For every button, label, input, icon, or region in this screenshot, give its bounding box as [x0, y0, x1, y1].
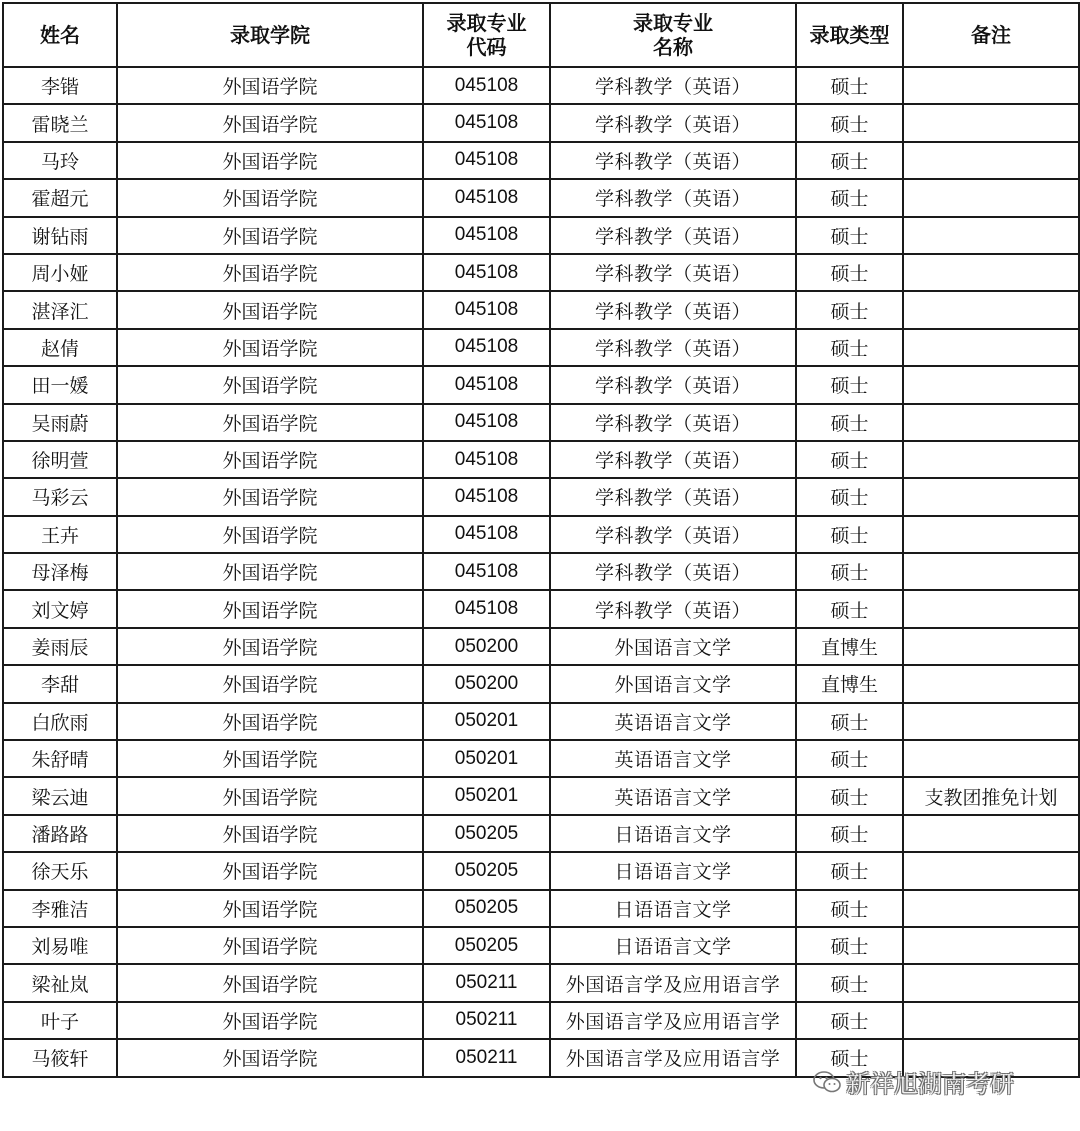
header-name: 姓名 — [3, 3, 117, 67]
cell-name: 马筱轩 — [3, 1039, 117, 1076]
admission-table — [2, 2, 1080, 1078]
cell-major-code: 045108 — [423, 478, 550, 515]
cell-major-code: 045108 — [423, 590, 550, 627]
cell-admission-type: 硕士 — [796, 142, 903, 179]
cell-major-name: 学科教学（英语） — [550, 217, 796, 254]
cell-name: 姜雨辰 — [3, 628, 117, 665]
cell-admission-type: 硕士 — [796, 1002, 903, 1039]
cell-major-code: 045108 — [423, 291, 550, 328]
cell-note — [903, 927, 1079, 964]
cell-note — [903, 291, 1079, 328]
cell-college: 外国语学院 — [117, 590, 423, 627]
cell-major-name: 学科教学（英语） — [550, 553, 796, 590]
cell-name: 赵倩 — [3, 329, 117, 366]
cell-major-name: 学科教学（英语） — [550, 441, 796, 478]
cell-name: 马彩云 — [3, 478, 117, 515]
cell-note — [903, 217, 1079, 254]
cell-name: 雷晓兰 — [3, 104, 117, 141]
cell-major-name: 外国语言文学 — [550, 628, 796, 665]
cell-admission-type: 硕士 — [796, 478, 903, 515]
table-row — [3, 1002, 1079, 1039]
cell-college: 外国语学院 — [117, 254, 423, 291]
cell-college: 外国语学院 — [117, 478, 423, 515]
cell-note — [903, 516, 1079, 553]
cell-major-name: 英语语言文学 — [550, 740, 796, 777]
cell-note: 支教团推免计划 — [903, 777, 1079, 814]
cell-note — [903, 590, 1079, 627]
cell-admission-type: 硕士 — [796, 179, 903, 216]
cell-admission-type: 硕士 — [796, 366, 903, 403]
cell-major-code: 050211 — [423, 1002, 550, 1039]
cell-major-name: 学科教学（英语） — [550, 366, 796, 403]
cell-admission-type: 硕士 — [796, 441, 903, 478]
cell-major-code: 050205 — [423, 815, 550, 852]
cell-college: 外国语学院 — [117, 516, 423, 553]
cell-note — [903, 628, 1079, 665]
cell-college: 外国语学院 — [117, 404, 423, 441]
cell-college: 外国语学院 — [117, 441, 423, 478]
table-row — [3, 441, 1079, 478]
cell-note — [903, 104, 1079, 141]
cell-note — [903, 964, 1079, 1001]
cell-major-name: 学科教学（英语） — [550, 142, 796, 179]
cell-college: 外国语学院 — [117, 777, 423, 814]
cell-major-name: 日语语言文学 — [550, 852, 796, 889]
cell-name: 徐天乐 — [3, 852, 117, 889]
cell-major-code: 050200 — [423, 628, 550, 665]
cell-major-name: 外国语言文学 — [550, 665, 796, 702]
cell-major-name: 英语语言文学 — [550, 777, 796, 814]
cell-admission-type: 硕士 — [796, 777, 903, 814]
cell-name: 刘易唯 — [3, 927, 117, 964]
cell-name: 李锴 — [3, 67, 117, 104]
table-row — [3, 516, 1079, 553]
cell-major-code: 050201 — [423, 777, 550, 814]
cell-college: 外国语学院 — [117, 291, 423, 328]
cell-name: 徐明萱 — [3, 441, 117, 478]
header-college: 录取学院 — [117, 3, 423, 67]
table-row — [3, 291, 1079, 328]
cell-major-code: 045108 — [423, 217, 550, 254]
cell-note — [903, 553, 1079, 590]
cell-note — [903, 665, 1079, 702]
cell-major-name: 学科教学（英语） — [550, 590, 796, 627]
cell-note — [903, 441, 1079, 478]
cell-college: 外国语学院 — [117, 1002, 423, 1039]
cell-name: 湛泽汇 — [3, 291, 117, 328]
cell-major-code: 045108 — [423, 553, 550, 590]
cell-note — [903, 404, 1079, 441]
cell-note — [903, 1039, 1079, 1076]
cell-major-code: 050201 — [423, 703, 550, 740]
cell-major-code: 045108 — [423, 329, 550, 366]
table-row — [3, 366, 1079, 403]
cell-college: 外国语学院 — [117, 628, 423, 665]
table-row — [3, 815, 1079, 852]
table-row — [3, 777, 1079, 814]
table-row — [3, 104, 1079, 141]
cell-name: 母泽梅 — [3, 553, 117, 590]
cell-college: 外国语学院 — [117, 927, 423, 964]
table-row — [3, 179, 1079, 216]
cell-admission-type: 硕士 — [796, 815, 903, 852]
cell-name: 白欣雨 — [3, 703, 117, 740]
cell-major-name: 外国语言学及应用语言学 — [550, 1002, 796, 1039]
cell-note — [903, 815, 1079, 852]
cell-college: 外国语学院 — [117, 740, 423, 777]
table-row — [3, 553, 1079, 590]
cell-major-name: 学科教学（英语） — [550, 67, 796, 104]
table-row — [3, 703, 1079, 740]
table-body — [3, 67, 1079, 1077]
cell-college: 外国语学院 — [117, 553, 423, 590]
cell-name: 周小娅 — [3, 254, 117, 291]
cell-name: 田一媛 — [3, 366, 117, 403]
cell-admission-type: 硕士 — [796, 852, 903, 889]
cell-admission-type: 硕士 — [796, 703, 903, 740]
cell-major-code: 050211 — [423, 964, 550, 1001]
table-row — [3, 404, 1079, 441]
header-major-name-line2: 名称 — [653, 35, 693, 59]
table-row — [3, 964, 1079, 1001]
cell-major-code: 045108 — [423, 67, 550, 104]
table-row — [3, 927, 1079, 964]
cell-major-code: 050205 — [423, 852, 550, 889]
cell-college: 外国语学院 — [117, 665, 423, 702]
cell-major-name: 日语语言文学 — [550, 927, 796, 964]
cell-major-name: 英语语言文学 — [550, 703, 796, 740]
cell-major-name: 外国语言学及应用语言学 — [550, 1039, 796, 1076]
cell-college: 外国语学院 — [117, 1039, 423, 1076]
cell-note — [903, 852, 1079, 889]
cell-major-code: 045108 — [423, 441, 550, 478]
cell-major-code: 045108 — [423, 179, 550, 216]
cell-note — [903, 179, 1079, 216]
table-row — [3, 665, 1079, 702]
table-row — [3, 740, 1079, 777]
cell-major-code: 045108 — [423, 516, 550, 553]
cell-college: 外国语学院 — [117, 366, 423, 403]
cell-college: 外国语学院 — [117, 815, 423, 852]
table-header — [3, 3, 1079, 67]
header-major-name-line1: 录取专业 — [633, 11, 713, 35]
cell-name: 王卉 — [3, 516, 117, 553]
cell-major-code: 045108 — [423, 254, 550, 291]
cell-note — [903, 329, 1079, 366]
cell-admission-type: 硕士 — [796, 927, 903, 964]
cell-admission-type: 硕士 — [796, 404, 903, 441]
cell-major-name: 日语语言文学 — [550, 815, 796, 852]
cell-name: 朱舒晴 — [3, 740, 117, 777]
cell-name: 马玲 — [3, 142, 117, 179]
cell-note — [903, 478, 1079, 515]
cell-admission-type: 硕士 — [796, 516, 903, 553]
cell-major-code: 050205 — [423, 890, 550, 927]
cell-admission-type: 直博生 — [796, 665, 903, 702]
cell-major-name: 学科教学（英语） — [550, 478, 796, 515]
table-row — [3, 217, 1079, 254]
cell-college: 外国语学院 — [117, 217, 423, 254]
header-major-name — [550, 3, 796, 67]
table-row — [3, 142, 1079, 179]
cell-note — [903, 142, 1079, 179]
header-row — [3, 3, 1079, 67]
cell-admission-type: 硕士 — [796, 553, 903, 590]
cell-college: 外国语学院 — [117, 964, 423, 1001]
cell-major-name: 学科教学（英语） — [550, 516, 796, 553]
cell-major-name: 学科教学（英语） — [550, 291, 796, 328]
cell-note — [903, 1002, 1079, 1039]
cell-major-code: 050211 — [423, 1039, 550, 1076]
watermark-text: 新祥旭湖南考研 — [846, 1070, 1014, 1098]
cell-name: 吴雨蔚 — [3, 404, 117, 441]
table-row — [3, 628, 1079, 665]
cell-name: 李甜 — [3, 665, 117, 702]
cell-major-code: 045108 — [423, 366, 550, 403]
cell-admission-type: 硕士 — [796, 740, 903, 777]
header-admission-type: 录取类型 — [796, 3, 903, 67]
cell-note — [903, 366, 1079, 403]
table-row — [3, 852, 1079, 889]
cell-major-code: 045108 — [423, 104, 550, 141]
header-major-code — [423, 3, 550, 67]
cell-major-name: 学科教学（英语） — [550, 254, 796, 291]
cell-major-name: 学科教学（英语） — [550, 104, 796, 141]
cell-college: 外国语学院 — [117, 179, 423, 216]
cell-admission-type: 硕士 — [796, 590, 903, 627]
cell-major-name: 学科教学（英语） — [550, 179, 796, 216]
cell-major-code: 050201 — [423, 740, 550, 777]
header-major-code-line1: 录取专业 — [446, 11, 527, 35]
cell-name: 刘文婷 — [3, 590, 117, 627]
cell-note — [903, 890, 1079, 927]
cell-name: 潘路路 — [3, 815, 117, 852]
cell-major-name: 学科教学（英语） — [550, 329, 796, 366]
cell-admission-type: 硕士 — [796, 217, 903, 254]
table-row — [3, 590, 1079, 627]
table-row — [3, 254, 1079, 291]
cell-note — [903, 67, 1079, 104]
cell-college: 外国语学院 — [117, 852, 423, 889]
cell-admission-type: 直博生 — [796, 628, 903, 665]
cell-college: 外国语学院 — [117, 142, 423, 179]
cell-college: 外国语学院 — [117, 67, 423, 104]
cell-admission-type: 硕士 — [796, 104, 903, 141]
cell-major-code: 045108 — [423, 142, 550, 179]
cell-major-code: 050200 — [423, 665, 550, 702]
cell-name: 霍超元 — [3, 179, 117, 216]
cell-admission-type: 硕士 — [796, 254, 903, 291]
cell-note — [903, 703, 1079, 740]
cell-admission-type: 硕士 — [796, 67, 903, 104]
cell-admission-type: 硕士 — [796, 890, 903, 927]
table-row — [3, 329, 1079, 366]
cell-name: 梁祉岚 — [3, 964, 117, 1001]
cell-admission-type: 硕士 — [796, 964, 903, 1001]
table-row — [3, 1039, 1079, 1076]
header-major-code-line2: 代码 — [466, 35, 507, 59]
cell-name: 叶子 — [3, 1002, 117, 1039]
cell-admission-type: 硕士 — [796, 1039, 903, 1076]
cell-major-name: 学科教学（英语） — [550, 404, 796, 441]
cell-college: 外国语学院 — [117, 104, 423, 141]
cell-admission-type: 硕士 — [796, 329, 903, 366]
cell-major-code: 050205 — [423, 927, 550, 964]
cell-major-code: 045108 — [423, 404, 550, 441]
header-note: 备注 — [903, 3, 1079, 67]
cell-college: 外国语学院 — [117, 890, 423, 927]
table-row — [3, 478, 1079, 515]
cell-college: 外国语学院 — [117, 329, 423, 366]
cell-name: 谢钻雨 — [3, 217, 117, 254]
cell-note — [903, 740, 1079, 777]
table-row — [3, 890, 1079, 927]
cell-college: 外国语学院 — [117, 703, 423, 740]
cell-admission-type: 硕士 — [796, 291, 903, 328]
cell-major-name: 日语语言文学 — [550, 890, 796, 927]
cell-name: 梁云迪 — [3, 777, 117, 814]
cell-note — [903, 254, 1079, 291]
cell-name: 李雅洁 — [3, 890, 117, 927]
cell-major-name: 外国语言学及应用语言学 — [550, 964, 796, 1001]
table-row — [3, 67, 1079, 104]
